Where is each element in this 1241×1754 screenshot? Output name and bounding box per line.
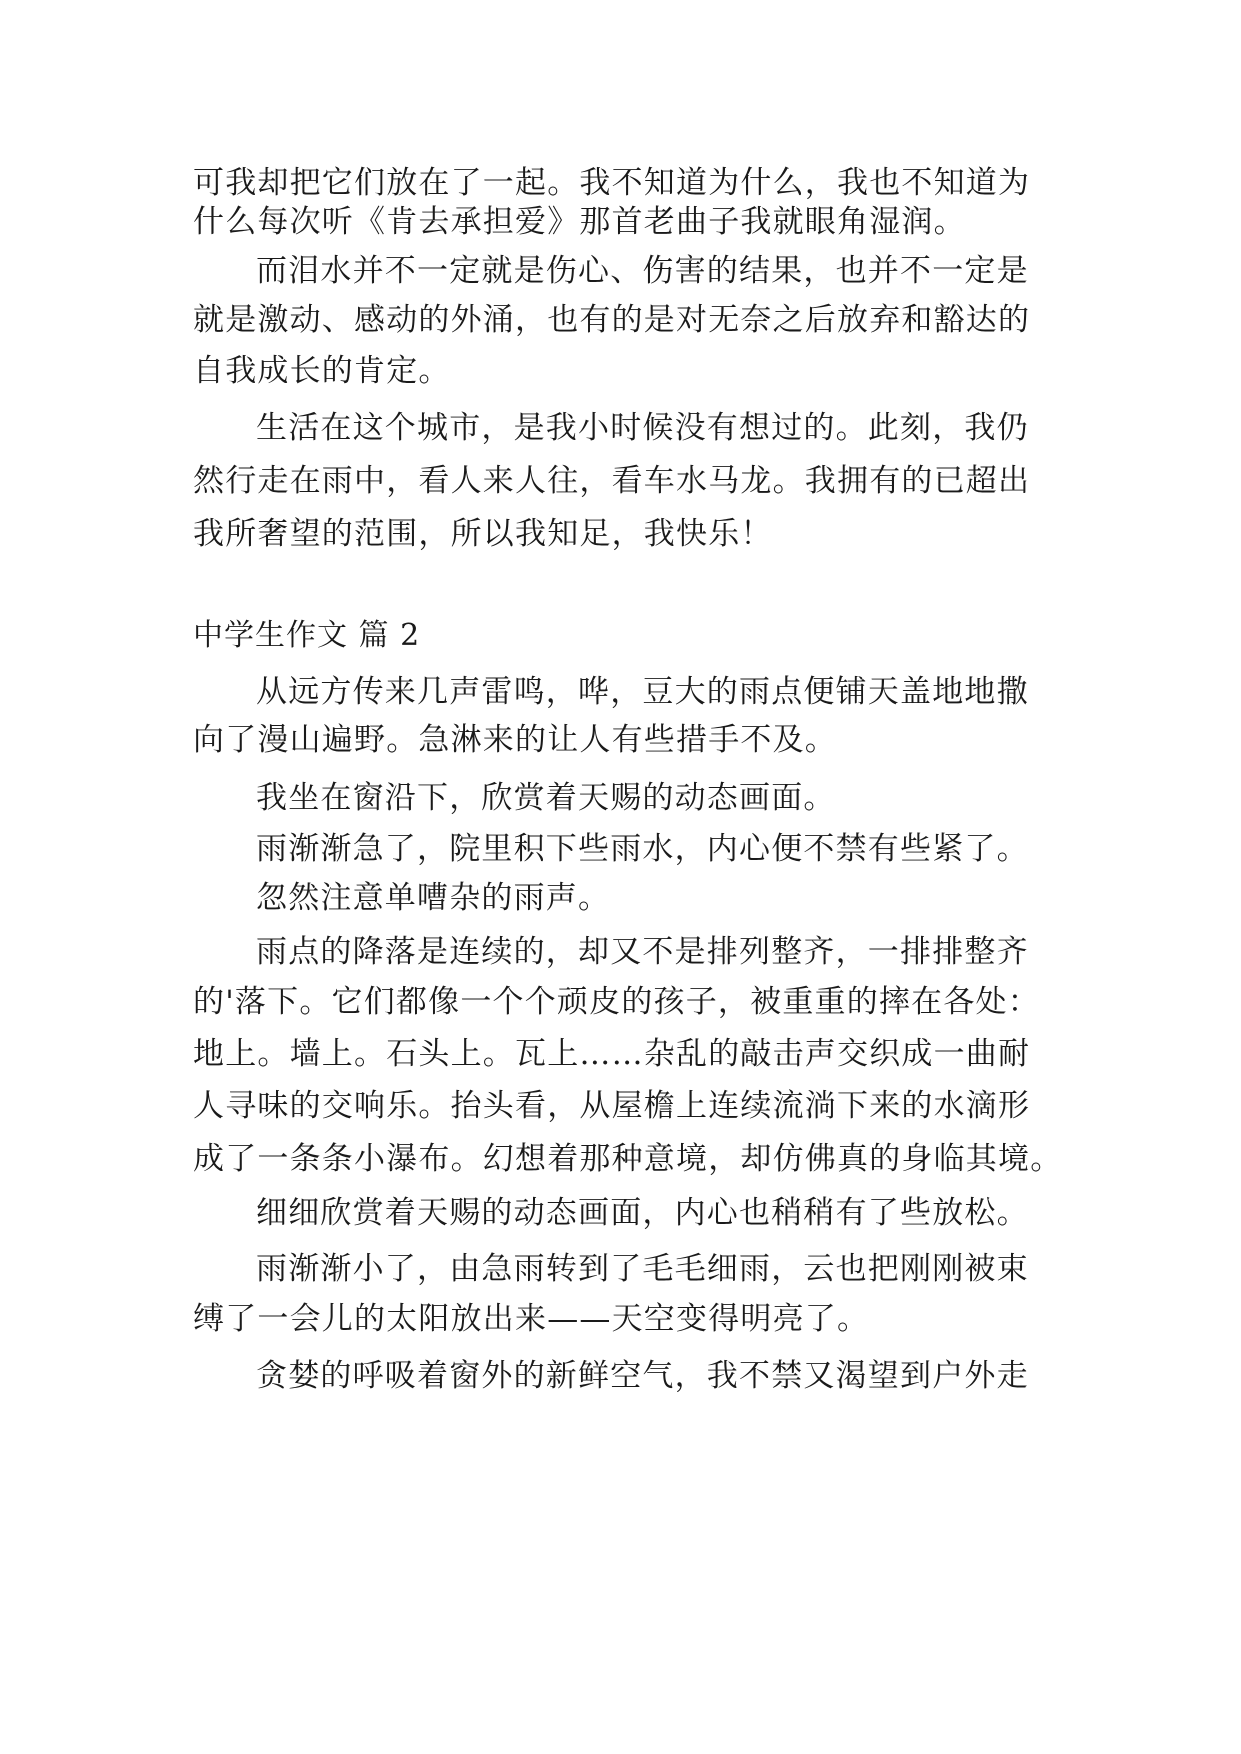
text-line: 我所奢望的范围，所以我知足，我快乐！ bbox=[193, 516, 773, 552]
text-line: 的'落下。它们都像一个个顽皮的孩子，被重重的摔在各处： bbox=[193, 984, 1040, 1020]
text-line: 雨渐渐急了，院里积下些雨水，内心便不禁有些紧了。 bbox=[256, 831, 1029, 867]
text-line: 生活在这个城市，是我小时候没有想过的。此刻，我仍 bbox=[256, 410, 1029, 446]
text-line: 人寻味的交响乐。抬头看，从屋檐上连续流淌下来的水滴形 bbox=[193, 1088, 1031, 1124]
text-line: 细细欣赏着天赐的动态画面，内心也稍稍有了些放松。 bbox=[256, 1195, 1029, 1231]
text-line: 我坐在窗沿下，欣赏着天赐的动态画面。 bbox=[256, 780, 836, 816]
text-line: 雨点的降落是连续的，却又不是排列整齐，一排排整齐 bbox=[256, 934, 1029, 970]
section-heading: 中学生作文 篇 2 bbox=[193, 618, 421, 653]
text-line: 然行走在雨中，看人来人往，看车水马龙。我拥有的已超出 bbox=[193, 463, 1031, 499]
text-line: 成了一条条小瀑布。幻想着那种意境，却仿佛真的身临其境。 bbox=[193, 1141, 1063, 1177]
text-line: 雨渐渐小了，由急雨转到了毛毛细雨，云也把刚刚被束 bbox=[256, 1251, 1029, 1287]
text-line: 向了漫山遍野。急淋来的让人有些措手不及。 bbox=[193, 722, 837, 758]
text-line: 可我却把它们放在了一起。我不知道为什么，我也不知道为 bbox=[193, 165, 1031, 201]
text-line: 缚了一会儿的太阳放出来——天空变得明亮了。 bbox=[193, 1301, 870, 1337]
text-line: 贪婪的呼吸着窗外的新鲜空气，我不禁又渴望到户外走 bbox=[256, 1358, 1029, 1394]
text-line: 忽然注意单嘈杂的雨声。 bbox=[256, 880, 611, 916]
text-line: 自我成长的肯定。 bbox=[193, 353, 451, 389]
text-line: 从远方传来几声雷鸣，哗，豆大的雨点便铺天盖地地撒 bbox=[256, 674, 1029, 710]
text-line: 就是激动、感动的外涌，也有的是对无奈之后放弃和豁达的 bbox=[193, 302, 1031, 338]
text-line: 什么每次听《肯去承担爱》那首老曲子我就眼角湿润。 bbox=[193, 204, 966, 240]
text-line: 而泪水并不一定就是伤心、伤害的结果，也并不一定是 bbox=[256, 253, 1029, 289]
text-line: 地上。墙上。石头上。瓦上……杂乱的敲击声交织成一曲耐 bbox=[193, 1036, 1031, 1072]
